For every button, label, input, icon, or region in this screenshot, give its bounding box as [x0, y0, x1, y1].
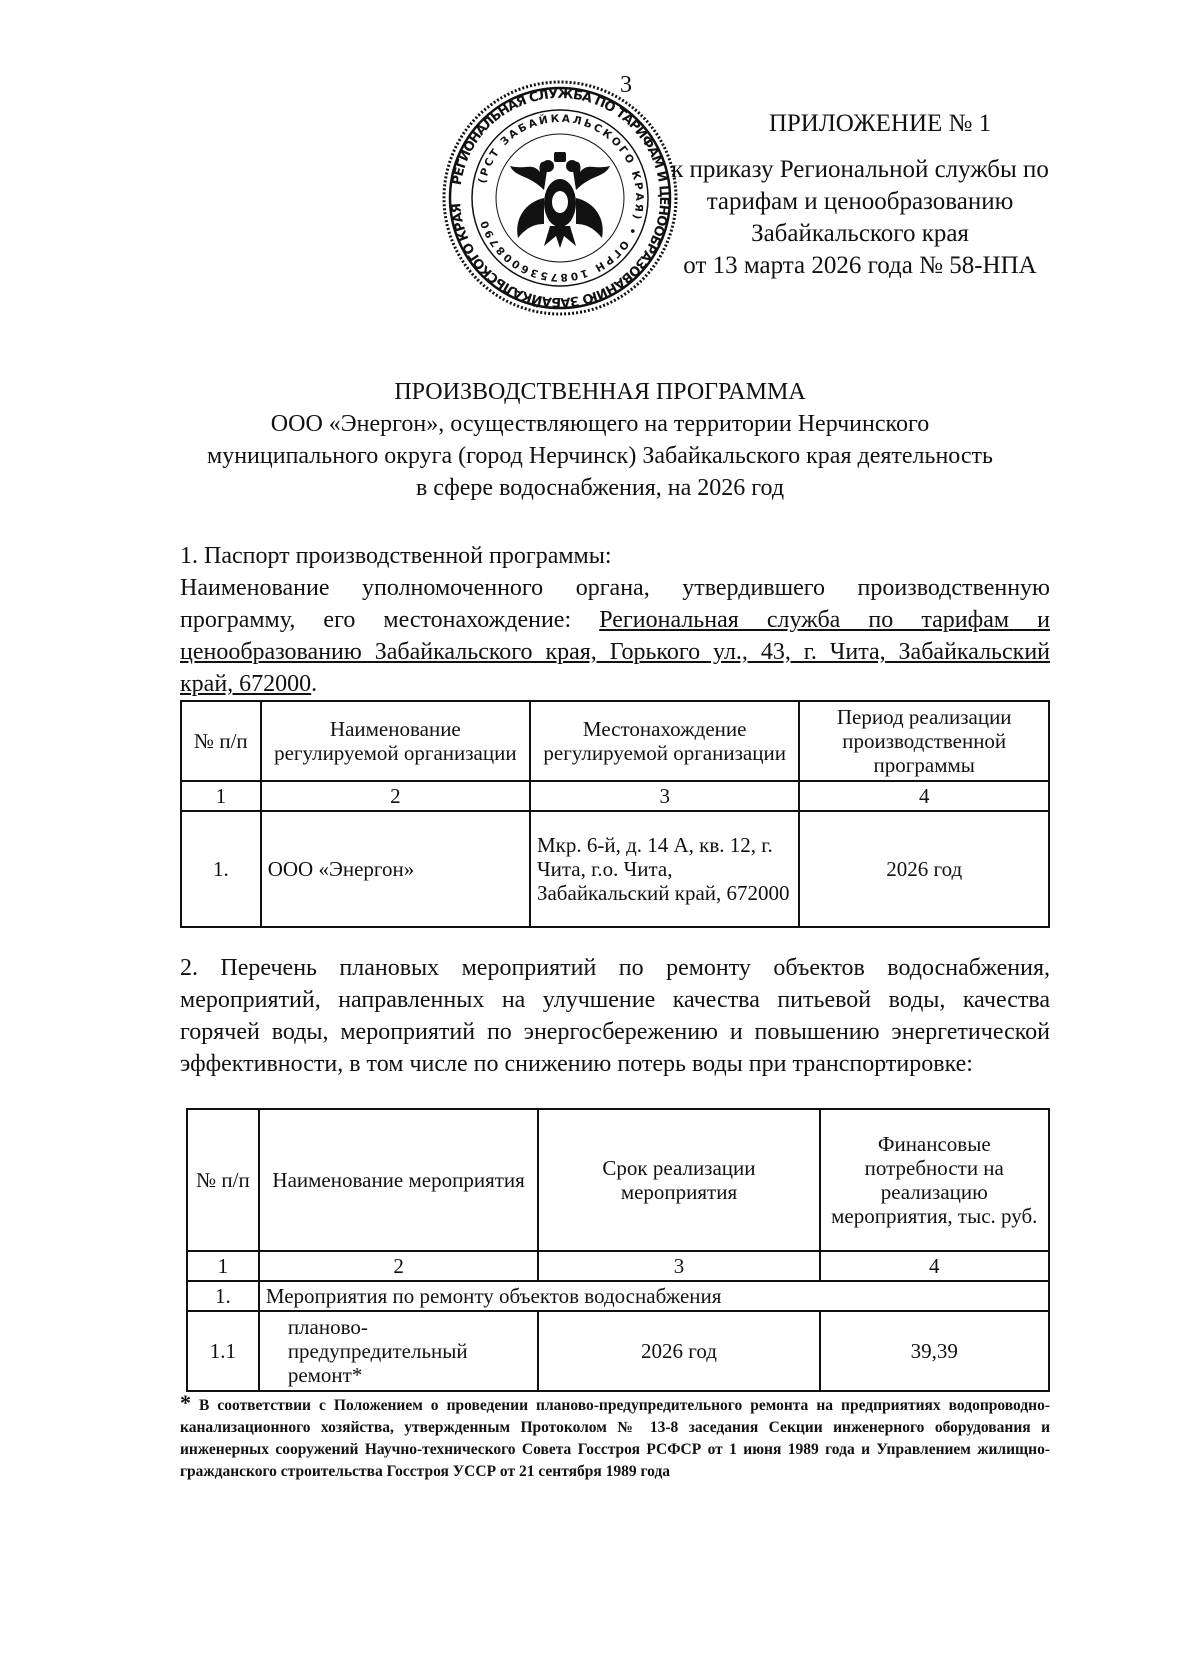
table-cell: Мкр. 6-й, д. 14 А, кв. 12, г. Чита, г.о. Чита, Забайкальский край, 672000 — [530, 811, 799, 927]
section1-text-underlined: Региональная служба по тарифам и ценообразованию Забайкальского края, Горького ул., 43, г. Чита, Забайкальский край, 672000 — [180, 607, 1050, 697]
section2-heading: 2. Перечень плановых мероприятий по ремонту объектов водоснабжения, мероприятий, направленных на улучшение качества питьевой воды, качества горячей воды, мероприятий по энергосбережению и повышению энергетической эффективности, в том числе по снижению потерь воды при транспортировке: — [180, 955, 1050, 1077]
table-row — [181, 811, 1049, 927]
appendix-line: тарифам и ценообразованию — [706, 188, 1014, 215]
measures-table — [186, 1108, 1050, 1392]
table-number-cell: 1 — [187, 1251, 259, 1281]
appendix-title: ПРИЛОЖЕНИЕ № 1 — [768, 110, 992, 137]
table-header-row — [187, 1109, 1049, 1251]
program-title: ПРОИЗВОДСТВЕННАЯ ПРОГРАММА — [394, 379, 806, 405]
seal-outer-text: РЕГИОНАЛЬНАЯ СЛУЖБА ПО ТАРИФАМ И ЦЕНООБРАЗОВАНИЮ ЗАБАЙКАЛЬСКОГО КРАЯ — [449, 86, 672, 310]
table-group-number: 1. — [187, 1281, 259, 1311]
table-number-cell: 2 — [259, 1251, 539, 1281]
table-cell: ООО «Энергон» — [261, 811, 530, 927]
program-subtitle-line: ООО «Энергон», осуществляющего на территории Нерчинского — [270, 411, 930, 437]
table-cell: планово-предупредительный ремонт* — [259, 1311, 539, 1391]
table-group-row — [187, 1281, 1049, 1311]
table-header-row — [181, 701, 1049, 781]
table-header-cell: № п/п — [187, 1109, 259, 1251]
table-cell: 2026 год — [799, 811, 1049, 927]
table-header-cell: Период реализации производственной программы — [799, 701, 1049, 781]
table-cell: 39,39 — [820, 1311, 1049, 1391]
appendix-block — [655, 108, 1065, 282]
table-number-cell: 2 — [261, 781, 530, 811]
program-subtitle-line: в сфере водоснабжения, на 2026 год — [415, 475, 785, 501]
table-header-cell: Финансовые потребности на реализацию мероприятия, тыс. руб. — [820, 1109, 1049, 1251]
section1-text — [180, 572, 1050, 700]
appendix-line: Забайкальского края — [751, 220, 969, 247]
table-number-cell: 4 — [820, 1251, 1049, 1281]
table-header-cell: Наименование мероприятия — [259, 1109, 539, 1251]
section1-heading: 1. Паспорт производственной программы: — [180, 543, 612, 569]
table-number-cell: 1 — [181, 781, 261, 811]
table-number-row — [181, 781, 1049, 811]
seal-inner-text: (РСТ ЗАБАЙКАЛЬСКОГО КРАЯ) • ОГРН 1087536008790 — [476, 112, 646, 284]
section1 — [180, 540, 1050, 700]
table-header-cell: Наименование регулируемой организации — [261, 701, 530, 781]
program-title-block — [150, 376, 1050, 504]
table-cell: 1.1 — [187, 1311, 259, 1391]
table-header-cell: Местонахождение регулируемой организации — [530, 701, 799, 781]
table-number-cell: 3 — [538, 1251, 819, 1281]
table-header-cell: № п/п — [181, 701, 261, 781]
table-number-cell: 3 — [530, 781, 799, 811]
section1-text-end: . — [311, 671, 318, 697]
footnote-star: * — [180, 1390, 191, 1415]
appendix-line: от 13 марта 2026 года № 58-НПА — [683, 252, 1037, 279]
table-header-cell: Срок реализации мероприятия — [538, 1109, 819, 1251]
table-cell: 1. — [181, 811, 261, 927]
program-subtitle-line: муниципального округа (город Нерчинск) Забайкальского края деятельность — [207, 443, 993, 469]
footnote — [180, 1392, 1050, 1483]
section1-text-plain: Наименование уполномоченного органа, утвердившего производственную программу, его местонахождение: — [180, 575, 1050, 633]
footnote-text: В соответствии с Положением о проведении планово-предупредительного ремонта на предприятиях водопроводно-канализационного хозяйства, утвержденным Протоколом № 13-8 заседания Секции инженерного оборудования и инженерных сооружений Научно-технического Совета Госстроя РСФСР от 1 июня 1989 года и Управлением жилищно-гражданского строительства Госстроя УССР от 21 сентября 1989 года — [180, 1397, 1050, 1480]
table-number-cell: 4 — [799, 781, 1049, 811]
appendix-line: к приказу Региональной службы по — [671, 156, 1049, 183]
page-number: 3 — [620, 72, 632, 98]
table-number-row — [187, 1251, 1049, 1281]
table-row — [187, 1311, 1049, 1391]
passport-table — [180, 700, 1050, 928]
official-seal — [440, 78, 680, 318]
table-group-label: Мероприятия по ремонту объектов водоснабжения — [259, 1281, 1049, 1311]
table-cell: 2026 год — [538, 1311, 819, 1391]
